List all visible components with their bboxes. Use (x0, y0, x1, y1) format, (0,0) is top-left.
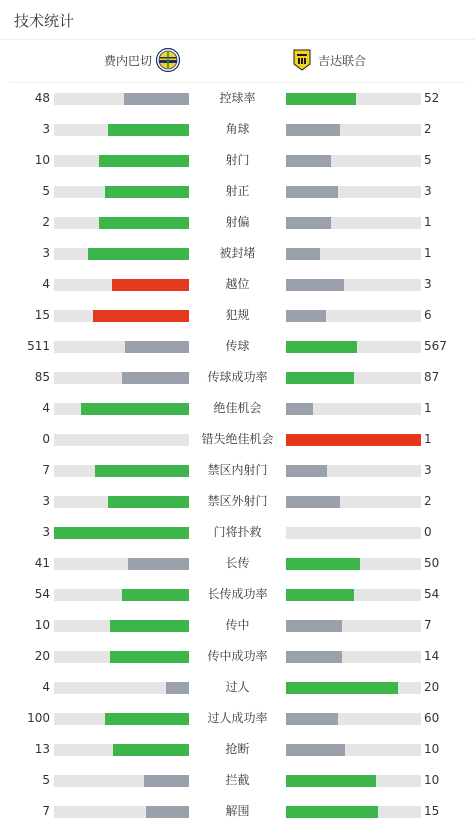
home-bar-fill (81, 403, 189, 415)
stat-row (0, 486, 475, 517)
away-value: 3 (424, 463, 432, 477)
stat-label: 门将扑救 (213, 525, 262, 539)
stat-row (0, 610, 475, 641)
stat-row (0, 641, 475, 672)
away-bar (286, 620, 421, 632)
away-bar (286, 341, 421, 353)
home-bar (54, 744, 189, 756)
away-value: 1 (424, 401, 432, 415)
home-bar (54, 620, 189, 632)
home-value: 511 (27, 339, 50, 353)
home-bar (54, 806, 189, 818)
away-bar (286, 465, 421, 477)
away-team[interactable] (290, 48, 370, 72)
stat-label: 角球 (225, 122, 250, 136)
away-value: 20 (424, 680, 440, 694)
away-value: 1 (424, 215, 432, 229)
away-value: 1 (424, 246, 432, 260)
home-bar (54, 124, 189, 136)
home-bar (54, 682, 189, 694)
away-team-name: 吉达联合 (318, 53, 367, 68)
stat-row (0, 83, 475, 114)
stat-label: 越位 (225, 277, 250, 291)
home-bar-fill (112, 279, 189, 291)
home-bar (54, 310, 189, 322)
home-value: 20 (34, 649, 50, 663)
away-value: 52 (424, 91, 440, 105)
away-value: 60 (424, 711, 440, 725)
home-bar-fill (95, 465, 190, 477)
stat-row (0, 300, 475, 331)
stat-label: 控球率 (219, 91, 256, 105)
teams-header (10, 40, 465, 83)
home-bar-fill (128, 558, 189, 570)
away-bar (286, 310, 421, 322)
away-bar-fill (286, 217, 331, 229)
page-title: 技术统计 (14, 12, 75, 30)
home-value: 15 (34, 308, 50, 322)
stat-row (0, 703, 475, 734)
home-bar (54, 589, 189, 601)
home-bar (54, 713, 189, 725)
home-value: 13 (34, 742, 50, 756)
away-bar-fill (286, 651, 342, 663)
stat-row (0, 362, 475, 393)
home-value: 3 (42, 494, 50, 508)
away-bar-fill (286, 403, 313, 415)
away-bar-fill (286, 341, 357, 353)
away-bar-fill (286, 682, 398, 694)
stat-label: 传中 (225, 618, 250, 632)
stat-row (0, 796, 475, 827)
stat-row (0, 517, 475, 548)
away-bar (286, 403, 421, 415)
away-bar (286, 527, 421, 539)
stat-label: 长传 (225, 556, 250, 570)
home-bar-fill (166, 682, 189, 694)
home-bar (54, 465, 189, 477)
home-bar (54, 496, 189, 508)
home-team-name: 费内巴切 (103, 53, 152, 68)
stat-row (0, 393, 475, 424)
away-value: 10 (424, 742, 440, 756)
home-bar (54, 372, 189, 384)
away-bar (286, 775, 421, 787)
stat-label: 抢断 (225, 742, 250, 756)
stat-row (0, 734, 475, 765)
stat-label: 犯规 (225, 308, 250, 322)
home-bar-fill (122, 589, 190, 601)
home-value: 10 (34, 153, 50, 167)
stat-row (0, 548, 475, 579)
home-bar-fill (105, 186, 189, 198)
stat-label: 禁区内射门 (207, 463, 268, 477)
away-value: 567 (424, 339, 447, 353)
away-bar (286, 372, 421, 384)
away-value: 7 (424, 618, 432, 632)
away-bar (286, 589, 421, 601)
home-value: 54 (34, 587, 50, 601)
stat-label: 解围 (225, 804, 250, 818)
home-value: 5 (42, 184, 50, 198)
away-bar-fill (286, 744, 345, 756)
home-value: 4 (42, 277, 50, 291)
stat-row (0, 455, 475, 486)
away-bar-fill (286, 93, 356, 105)
stat-row (0, 765, 475, 796)
home-bar-fill (122, 372, 189, 384)
away-value: 2 (424, 494, 432, 508)
home-bar (54, 217, 189, 229)
away-value: 6 (424, 308, 432, 322)
away-bar (286, 496, 421, 508)
home-bar-fill (108, 124, 189, 136)
away-bar-fill (286, 434, 421, 446)
home-bar (54, 775, 189, 787)
away-bar-fill (286, 713, 338, 725)
stat-label: 被封堵 (219, 246, 256, 260)
away-bar-fill (286, 496, 340, 508)
away-bar-fill (286, 589, 354, 601)
home-bar-fill (110, 620, 189, 632)
home-bar (54, 403, 189, 415)
away-value: 10 (424, 773, 440, 787)
away-value: 1 (424, 432, 432, 446)
away-value: 5 (424, 153, 432, 167)
away-value: 50 (424, 556, 440, 570)
home-value: 7 (42, 804, 50, 818)
home-value: 41 (34, 556, 50, 570)
away-bar (286, 186, 421, 198)
stat-row (0, 176, 475, 207)
home-value: 85 (34, 370, 50, 384)
stat-row (0, 672, 475, 703)
home-value: 5 (42, 773, 50, 787)
home-bar-fill (88, 248, 189, 260)
home-bar (54, 279, 189, 291)
home-bar-fill (124, 93, 189, 105)
home-value: 48 (34, 91, 50, 105)
home-bar-fill (54, 527, 189, 539)
home-value: 3 (42, 525, 50, 539)
home-bar (54, 186, 189, 198)
home-bar (54, 248, 189, 260)
home-value: 4 (42, 680, 50, 694)
home-bar-fill (105, 713, 189, 725)
stat-label: 传球 (225, 339, 250, 353)
away-value: 3 (424, 184, 432, 198)
home-bar-fill (144, 775, 189, 787)
away-bar (286, 806, 421, 818)
away-value: 2 (424, 122, 432, 136)
stat-row (0, 238, 475, 269)
home-value: 2 (42, 215, 50, 229)
away-bar-fill (286, 186, 338, 198)
home-bar (54, 434, 189, 446)
away-bar (286, 248, 421, 260)
away-value: 3 (424, 277, 432, 291)
home-team[interactable] (100, 48, 180, 72)
home-bar (54, 558, 189, 570)
home-bar-fill (125, 341, 189, 353)
home-bar (54, 93, 189, 105)
stat-label: 射正 (225, 184, 250, 198)
away-bar (286, 124, 421, 136)
home-bar (54, 527, 189, 539)
stat-label: 射门 (225, 153, 250, 167)
away-bar (286, 93, 421, 105)
home-bar (54, 651, 189, 663)
stat-row (0, 579, 475, 610)
away-bar-fill (286, 124, 340, 136)
away-bar-fill (286, 806, 378, 818)
away-bar-fill (286, 558, 360, 570)
home-value: 3 (42, 122, 50, 136)
away-bar (286, 651, 421, 663)
stat-label: 过人成功率 (207, 711, 268, 725)
stat-row (0, 424, 475, 455)
home-bar-fill (108, 496, 189, 508)
home-bar-fill (99, 155, 189, 167)
away-bar-fill (286, 372, 354, 384)
stat-row (0, 207, 475, 238)
away-bar (286, 713, 421, 725)
fenerbahce-logo-icon (156, 48, 180, 72)
stat-label: 传中成功率 (207, 649, 268, 663)
stat-label: 射偏 (225, 215, 250, 229)
away-bar (286, 558, 421, 570)
away-bar-fill (286, 310, 326, 322)
stat-label: 长传成功率 (207, 587, 268, 601)
stat-label: 错失绝佳机会 (201, 432, 274, 446)
home-bar-fill (93, 310, 189, 322)
home-value: 4 (42, 401, 50, 415)
away-value: 14 (424, 649, 440, 663)
home-bar (54, 341, 189, 353)
away-bar (286, 434, 421, 446)
title-bar (0, 0, 475, 40)
stat-label: 拦截 (225, 773, 250, 787)
away-bar-fill (286, 620, 342, 632)
away-bar-fill (286, 279, 344, 291)
away-bar-fill (286, 465, 327, 477)
home-bar-fill (99, 217, 189, 229)
home-bar-fill (110, 651, 189, 663)
home-bar-fill (146, 806, 189, 818)
home-value: 3 (42, 246, 50, 260)
home-value: 100 (27, 711, 50, 725)
away-bar (286, 217, 421, 229)
home-value: 10 (34, 618, 50, 632)
ittihad-logo-icon (290, 48, 314, 72)
away-bar-fill (286, 775, 376, 787)
home-bar (54, 155, 189, 167)
stat-label: 绝佳机会 (213, 401, 262, 415)
away-bar (286, 155, 421, 167)
stat-row (0, 145, 475, 176)
away-value: 54 (424, 587, 440, 601)
away-bar-fill (286, 248, 320, 260)
away-bar (286, 682, 421, 694)
stat-label: 过人 (225, 680, 250, 694)
stat-row (0, 331, 475, 362)
stat-label: 传球成功率 (207, 370, 268, 384)
stat-label: 禁区外射门 (207, 494, 268, 508)
home-bar-fill (113, 744, 189, 756)
away-bar (286, 744, 421, 756)
home-value: 0 (42, 432, 50, 446)
stat-row (0, 114, 475, 145)
stat-row (0, 269, 475, 300)
away-bar-fill (286, 155, 331, 167)
away-value: 87 (424, 370, 440, 384)
home-value: 7 (42, 463, 50, 477)
away-bar (286, 279, 421, 291)
away-value: 0 (424, 525, 432, 539)
away-value: 15 (424, 804, 440, 818)
